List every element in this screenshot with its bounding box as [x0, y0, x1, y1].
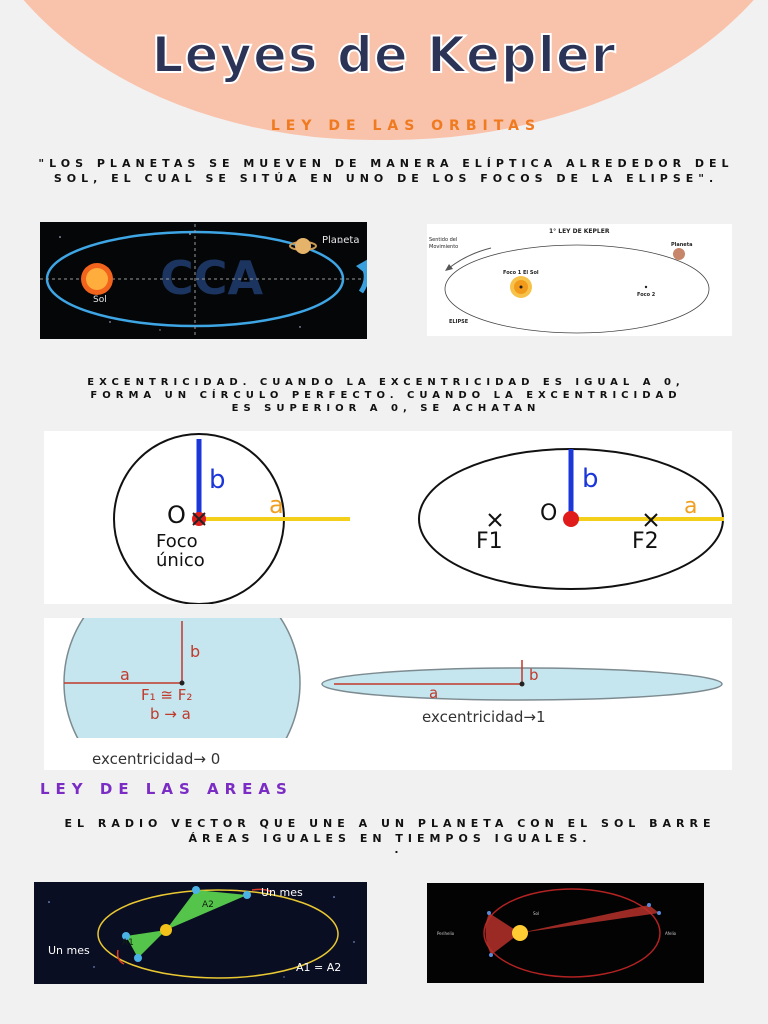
planet-small-icon [673, 248, 685, 260]
svg-text:A2: A2 [202, 900, 214, 910]
eccentricity-text: EXCENTRICIDAD. CUANDO LA EXCENTRICIDAD ES IGUAL A 0, FORMA UN CÍRCULO PERFECTO. CUANDO LA EXCENTRICIDAD ES SUPERIOR A 0, SE ACHATAN [87, 377, 685, 414]
svg-text:Sentido del: Sentido del [429, 237, 458, 243]
eccentricity-diagram [44, 431, 732, 604]
svg-text:excentricidad→1: excentricidad→1 [422, 708, 546, 726]
svg-text:Foco 2: Foco 2 [637, 292, 656, 298]
svg-text:F2: F2 [632, 529, 659, 554]
planet-icon [295, 238, 311, 254]
eccentricity-limit-diagram [44, 618, 732, 770]
svg-text:único: único [156, 550, 205, 571]
areas-dot: . [394, 843, 404, 856]
svg-text:a: a [269, 491, 284, 519]
svg-text:b → a: b → a [150, 705, 191, 723]
svg-text:b: b [582, 464, 599, 494]
section-heading-orbits: LEY DE LAS ORBITAS [270, 118, 542, 134]
svg-text:F1: F1 [476, 529, 503, 554]
sun-label: Sol [93, 295, 107, 305]
ellipse-orbit [445, 245, 709, 333]
planet-label: Planeta [322, 235, 360, 246]
section-heading-areas: LEY DE LAS AREAS [40, 780, 293, 798]
svg-text:A1: A1 [122, 938, 134, 948]
areas-text: EL RADIO VECTOR QUE UNE A UN PLANETA CON EL SOL BARRE ÁREAS IGUALES EN TIEMPOS IGUALES. [64, 817, 716, 845]
svg-text:a: a [684, 494, 698, 519]
svg-text:Afelio: Afelio [665, 931, 677, 936]
svg-text:Movimiento: Movimiento [429, 244, 459, 250]
areas-image-1 [34, 882, 367, 984]
svg-text:ELIPSE: ELIPSE [449, 319, 469, 325]
diagram-title: 1° LEY DE KEPLER [549, 228, 610, 235]
kepler-first-law-diagram [427, 224, 732, 336]
areas-image-2 [427, 883, 704, 983]
svg-text:F₁ ≅ F₂: F₁ ≅ F₂ [141, 686, 193, 704]
svg-text:Foco 1 El Sol: Foco 1 El Sol [503, 270, 539, 276]
sun-icon-2 [160, 924, 172, 936]
svg-text:a: a [429, 684, 439, 702]
sun-icon-3 [512, 925, 528, 941]
svg-text:O: O [540, 501, 558, 526]
svg-text:b: b [529, 666, 539, 684]
page-title: Leyes de Kepler [151, 26, 617, 84]
svg-text:Perihelio: Perihelio [437, 931, 455, 936]
orbit-image [40, 222, 367, 339]
svg-text:b: b [209, 465, 226, 495]
svg-text:Un mes: Un mes [261, 886, 303, 899]
svg-text:A1 = A2: A1 = A2 [296, 961, 342, 974]
svg-text:Foco: Foco [156, 531, 198, 552]
planet-label-2: Planeta [671, 242, 693, 248]
orbits-quote: "LOS PLANETAS SE MUEVEN DE MANERA ELÍPTICA ALREDEDOR DEL SOL, EL CUAL SE SITÚA EN UNO DE LOS FOCOS DE LA ELIPSE". [38, 157, 734, 185]
svg-text:a: a [120, 665, 130, 684]
svg-text:CCA: CCA [160, 251, 264, 305]
svg-text:O: O [167, 501, 186, 529]
svg-text:Sol: Sol [533, 911, 540, 916]
svg-text:Un mes: Un mes [48, 944, 90, 957]
svg-text:b: b [190, 642, 201, 661]
svg-text:excentricidad→ 0: excentricidad→ 0 [92, 750, 221, 768]
